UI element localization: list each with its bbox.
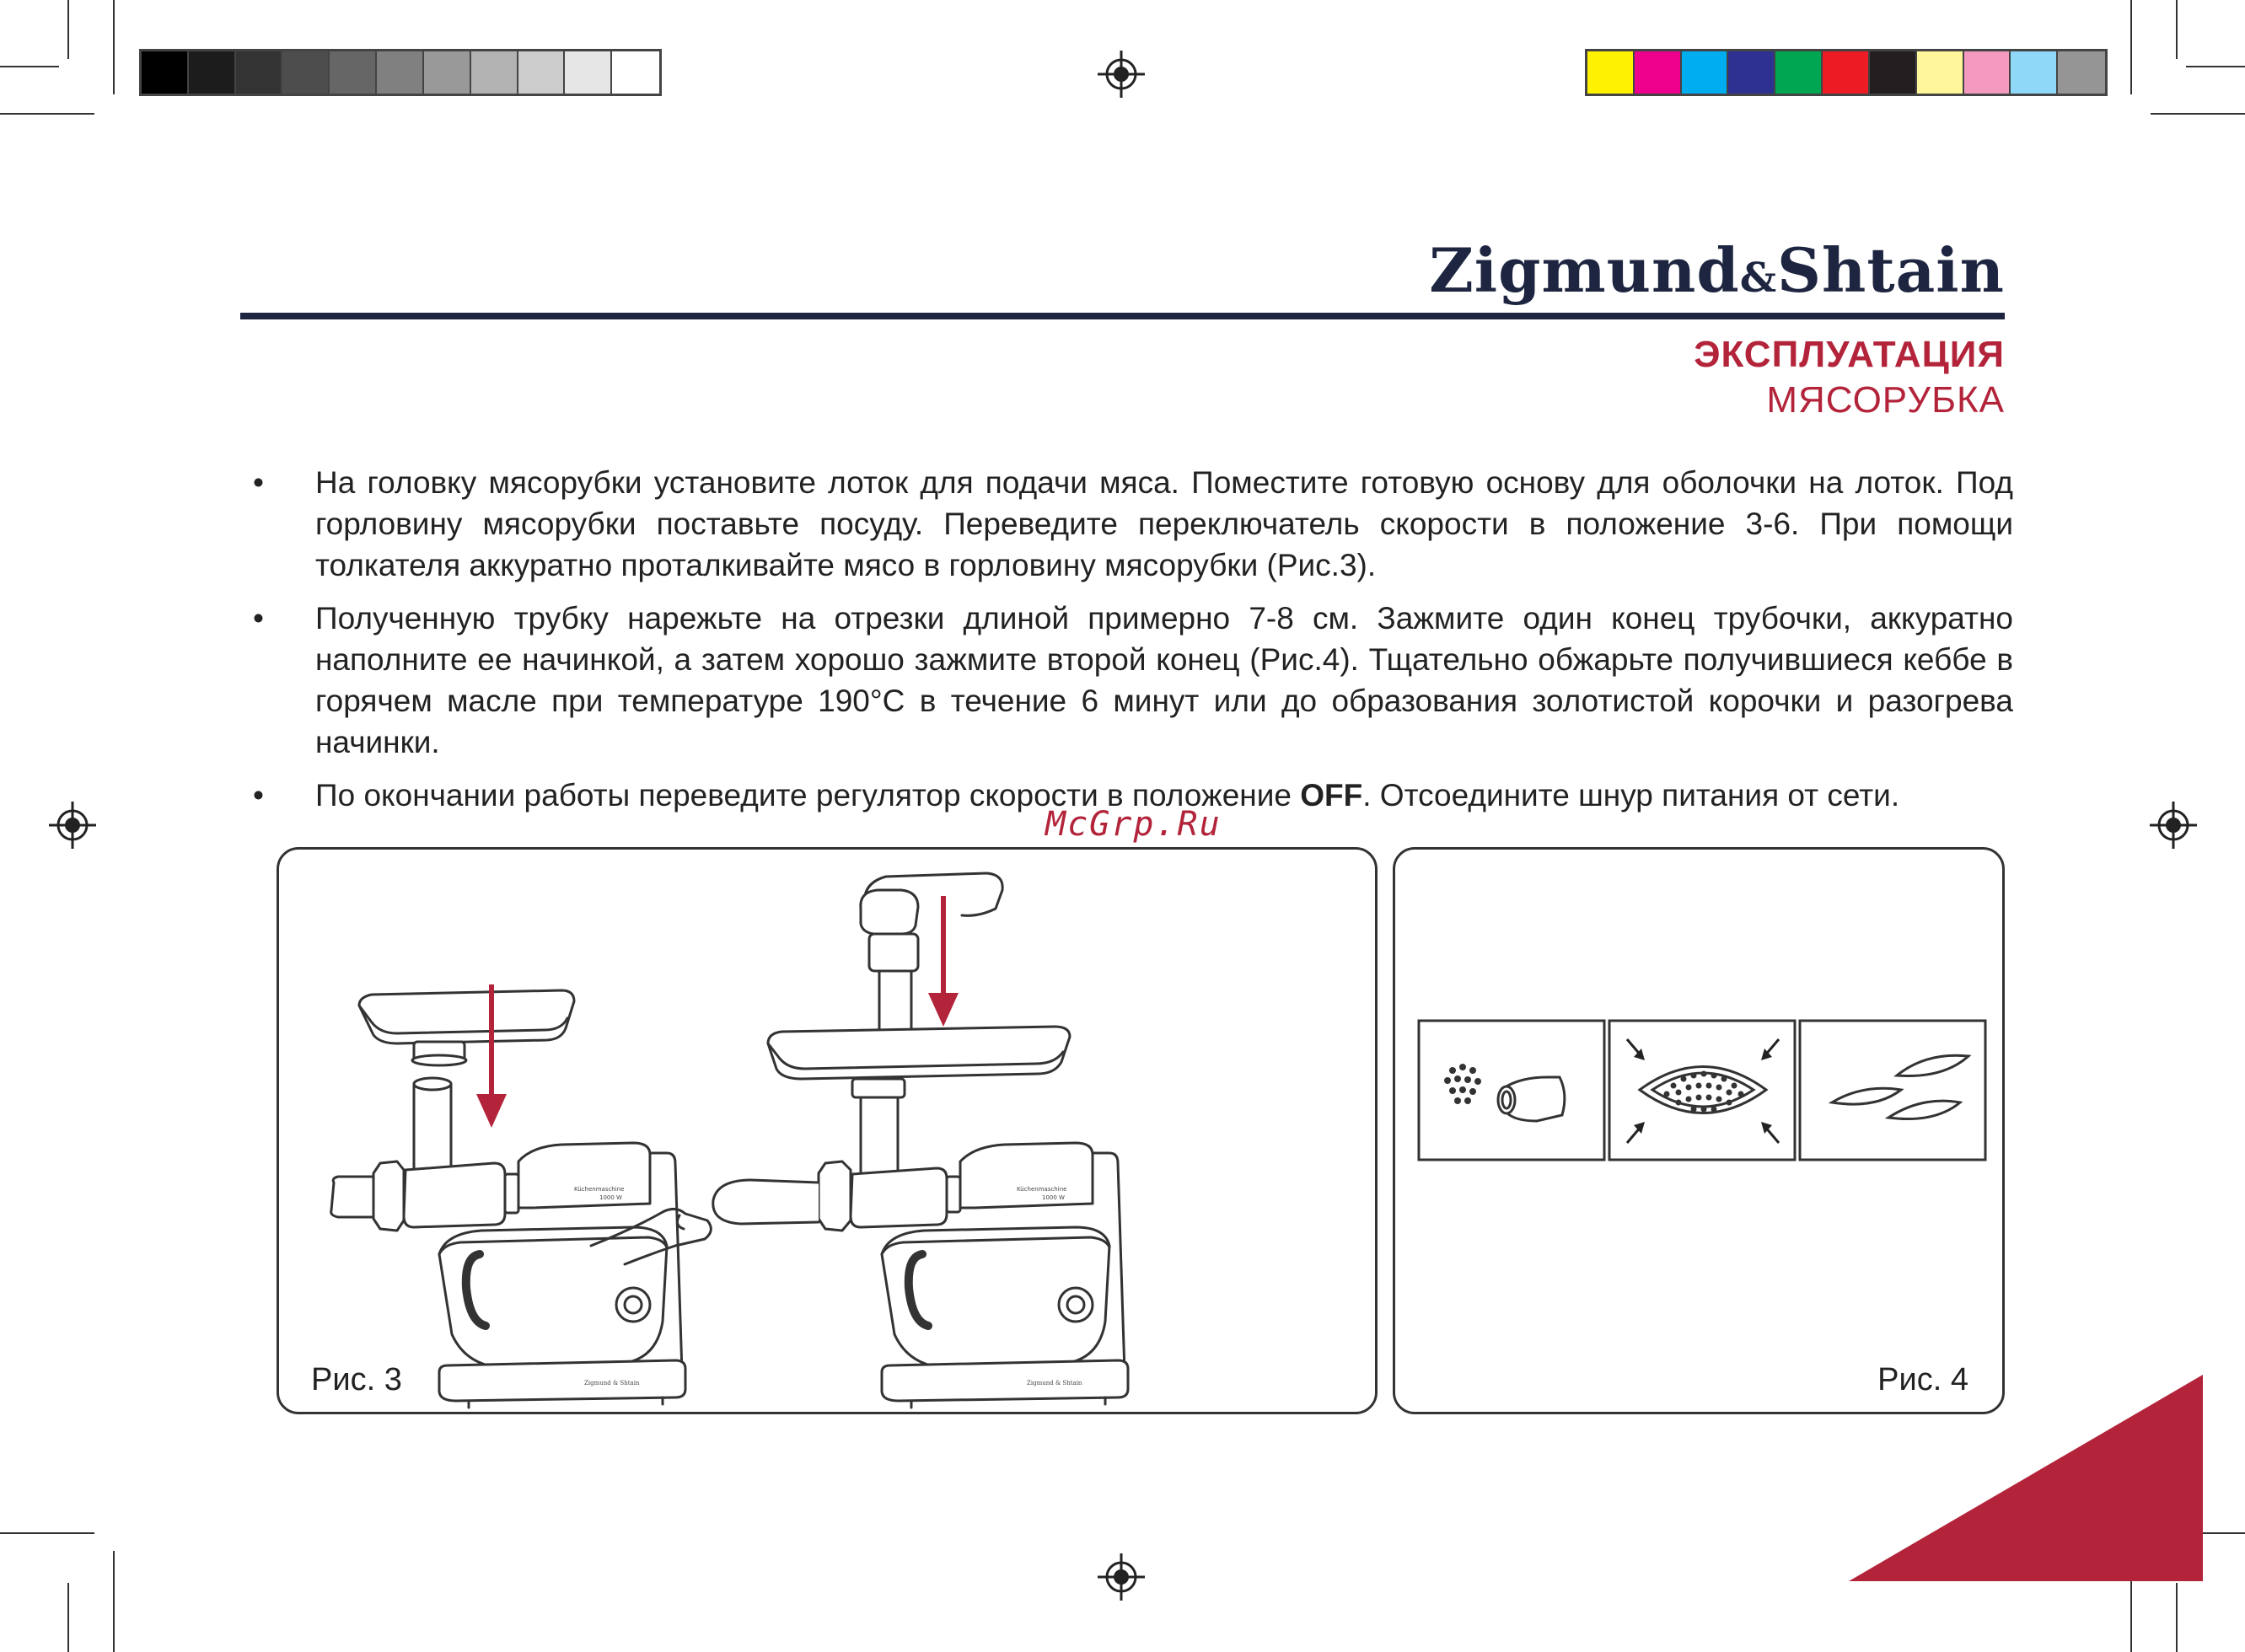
off-position-label: OFF bbox=[1300, 778, 1363, 813]
crop-mark-tr-v2 bbox=[2176, 0, 2178, 59]
brand-name-right: Shtain bbox=[1777, 234, 2005, 306]
instruction-text: На головку мясорубки установите лоток для подачи мяса. Поместите готовую основу для оболочки на лоток. Под горловину мясорубки поставьте посуду. Переведите переключатель скорости в положение 3-6. При помощи толкателя аккуратно проталкивайте мясо в горловину мясорубки (Рис.3). bbox=[315, 465, 2013, 582]
crop-mark-tr-v bbox=[2130, 0, 2132, 94]
instruction-text-end: . Отсоедините шнур питания от сети. bbox=[1362, 778, 1900, 813]
color-swatch bbox=[1964, 51, 2011, 94]
color-swatch bbox=[565, 51, 612, 94]
crop-mark-tl-v bbox=[113, 0, 115, 94]
figure-3-illustration bbox=[279, 850, 1375, 1412]
instruction-list bbox=[253, 462, 2013, 828]
color-swatch bbox=[518, 51, 566, 94]
crop-mark-bl-v bbox=[113, 1551, 115, 1652]
color-swatch bbox=[612, 51, 659, 94]
crop-mark-bl-h bbox=[0, 1532, 94, 1534]
watermark: McGrp.Ru bbox=[1045, 805, 1222, 844]
bullet-icon: • bbox=[253, 465, 264, 500]
instruction-text-start: По окончании работы переведите регулятор скорости в положение bbox=[315, 778, 1301, 813]
brand-name-left: Zigmund bbox=[1429, 234, 1740, 306]
crop-mark-tl-v2 bbox=[67, 0, 69, 59]
mixer-brand-left: Zigmund & Shtain bbox=[584, 1380, 640, 1386]
color-swatch bbox=[1823, 51, 1870, 94]
color-swatch bbox=[142, 51, 189, 94]
color-swatch bbox=[1728, 51, 1775, 94]
crop-mark-bl-v2 bbox=[67, 1583, 69, 1652]
mixer-brand-right: Zigmund & Shtain bbox=[1027, 1380, 1082, 1386]
registration-target-left bbox=[49, 802, 96, 849]
figure-4-illustration bbox=[1395, 850, 2002, 1412]
color-swatch bbox=[1635, 51, 1682, 94]
color-swatch bbox=[471, 51, 518, 94]
color-swatch bbox=[1917, 51, 1964, 94]
color-swatch bbox=[1775, 51, 1823, 94]
figure-4-panel bbox=[1393, 847, 2005, 1414]
mixer-right bbox=[591, 873, 1128, 1408]
header-rule bbox=[240, 313, 2005, 319]
color-swatch bbox=[2058, 51, 2105, 94]
color-swatch bbox=[2011, 51, 2058, 94]
brand-logo bbox=[1429, 234, 2005, 306]
bullet-icon: • bbox=[253, 601, 264, 636]
section-subtitle: МЯСОРУБКА bbox=[1766, 379, 2005, 421]
color-swatch bbox=[1870, 51, 1917, 94]
crop-mark-tl-h bbox=[0, 113, 94, 115]
instruction-item bbox=[253, 462, 2013, 586]
color-swatch bbox=[424, 51, 471, 94]
crop-mark-tr-h bbox=[2151, 113, 2245, 115]
color-swatch bbox=[377, 51, 424, 94]
instruction-text: Полученную трубку нарежьте на отрезки длиной примерно 7-8 см. Зажмите один конец трубочки, аккуратно наполните ее начинкой, а затем хорошо зажмите второй конец (Рис.4). Тщательно обжарьте получившиеся кеббе в горячем масле при температуре 190°C в течение 6 минут или до образования золотистой корочки и разогрева начинки. bbox=[315, 601, 2013, 759]
color-strip bbox=[1585, 49, 2108, 96]
crop-mark-tl-h2 bbox=[0, 66, 59, 67]
registration-target-top bbox=[1098, 51, 1145, 98]
registration-target-right bbox=[2150, 802, 2197, 849]
corner-triangle-decoration bbox=[1849, 1375, 2203, 1581]
color-swatch bbox=[1587, 51, 1635, 94]
color-swatch bbox=[282, 51, 330, 94]
section-title: ЭКСПЛУАТАЦИЯ bbox=[1694, 334, 2005, 375]
registration-target-bottom bbox=[1098, 1553, 1145, 1601]
mixer-left bbox=[331, 990, 685, 1408]
figure-4-caption: Рис. 4 bbox=[1877, 1362, 1968, 1397]
crop-mark-br-v2 bbox=[2176, 1583, 2178, 1652]
instruction-item bbox=[253, 598, 2013, 763]
color-swatch bbox=[330, 51, 377, 94]
color-swatch bbox=[236, 51, 283, 94]
grayscale-strip bbox=[139, 49, 662, 96]
brand-ampersand: & bbox=[1739, 255, 1778, 302]
crop-mark-tr-h2 bbox=[2186, 66, 2245, 67]
bullet-icon: • bbox=[253, 778, 264, 813]
mixer-badge-right: Küchenmaschine bbox=[1017, 1186, 1067, 1193]
color-swatch bbox=[1682, 51, 1729, 94]
mixer-power-right: 1000 W bbox=[1042, 1194, 1065, 1201]
mixer-badge-left: Küchenmaschine bbox=[574, 1186, 625, 1193]
figure-3-caption: Рис. 3 bbox=[311, 1362, 402, 1397]
figure-3-panel bbox=[277, 847, 1378, 1414]
color-swatch bbox=[189, 51, 236, 94]
mixer-power-left: 1000 W bbox=[599, 1194, 622, 1201]
down-arrow-right bbox=[928, 896, 959, 1027]
